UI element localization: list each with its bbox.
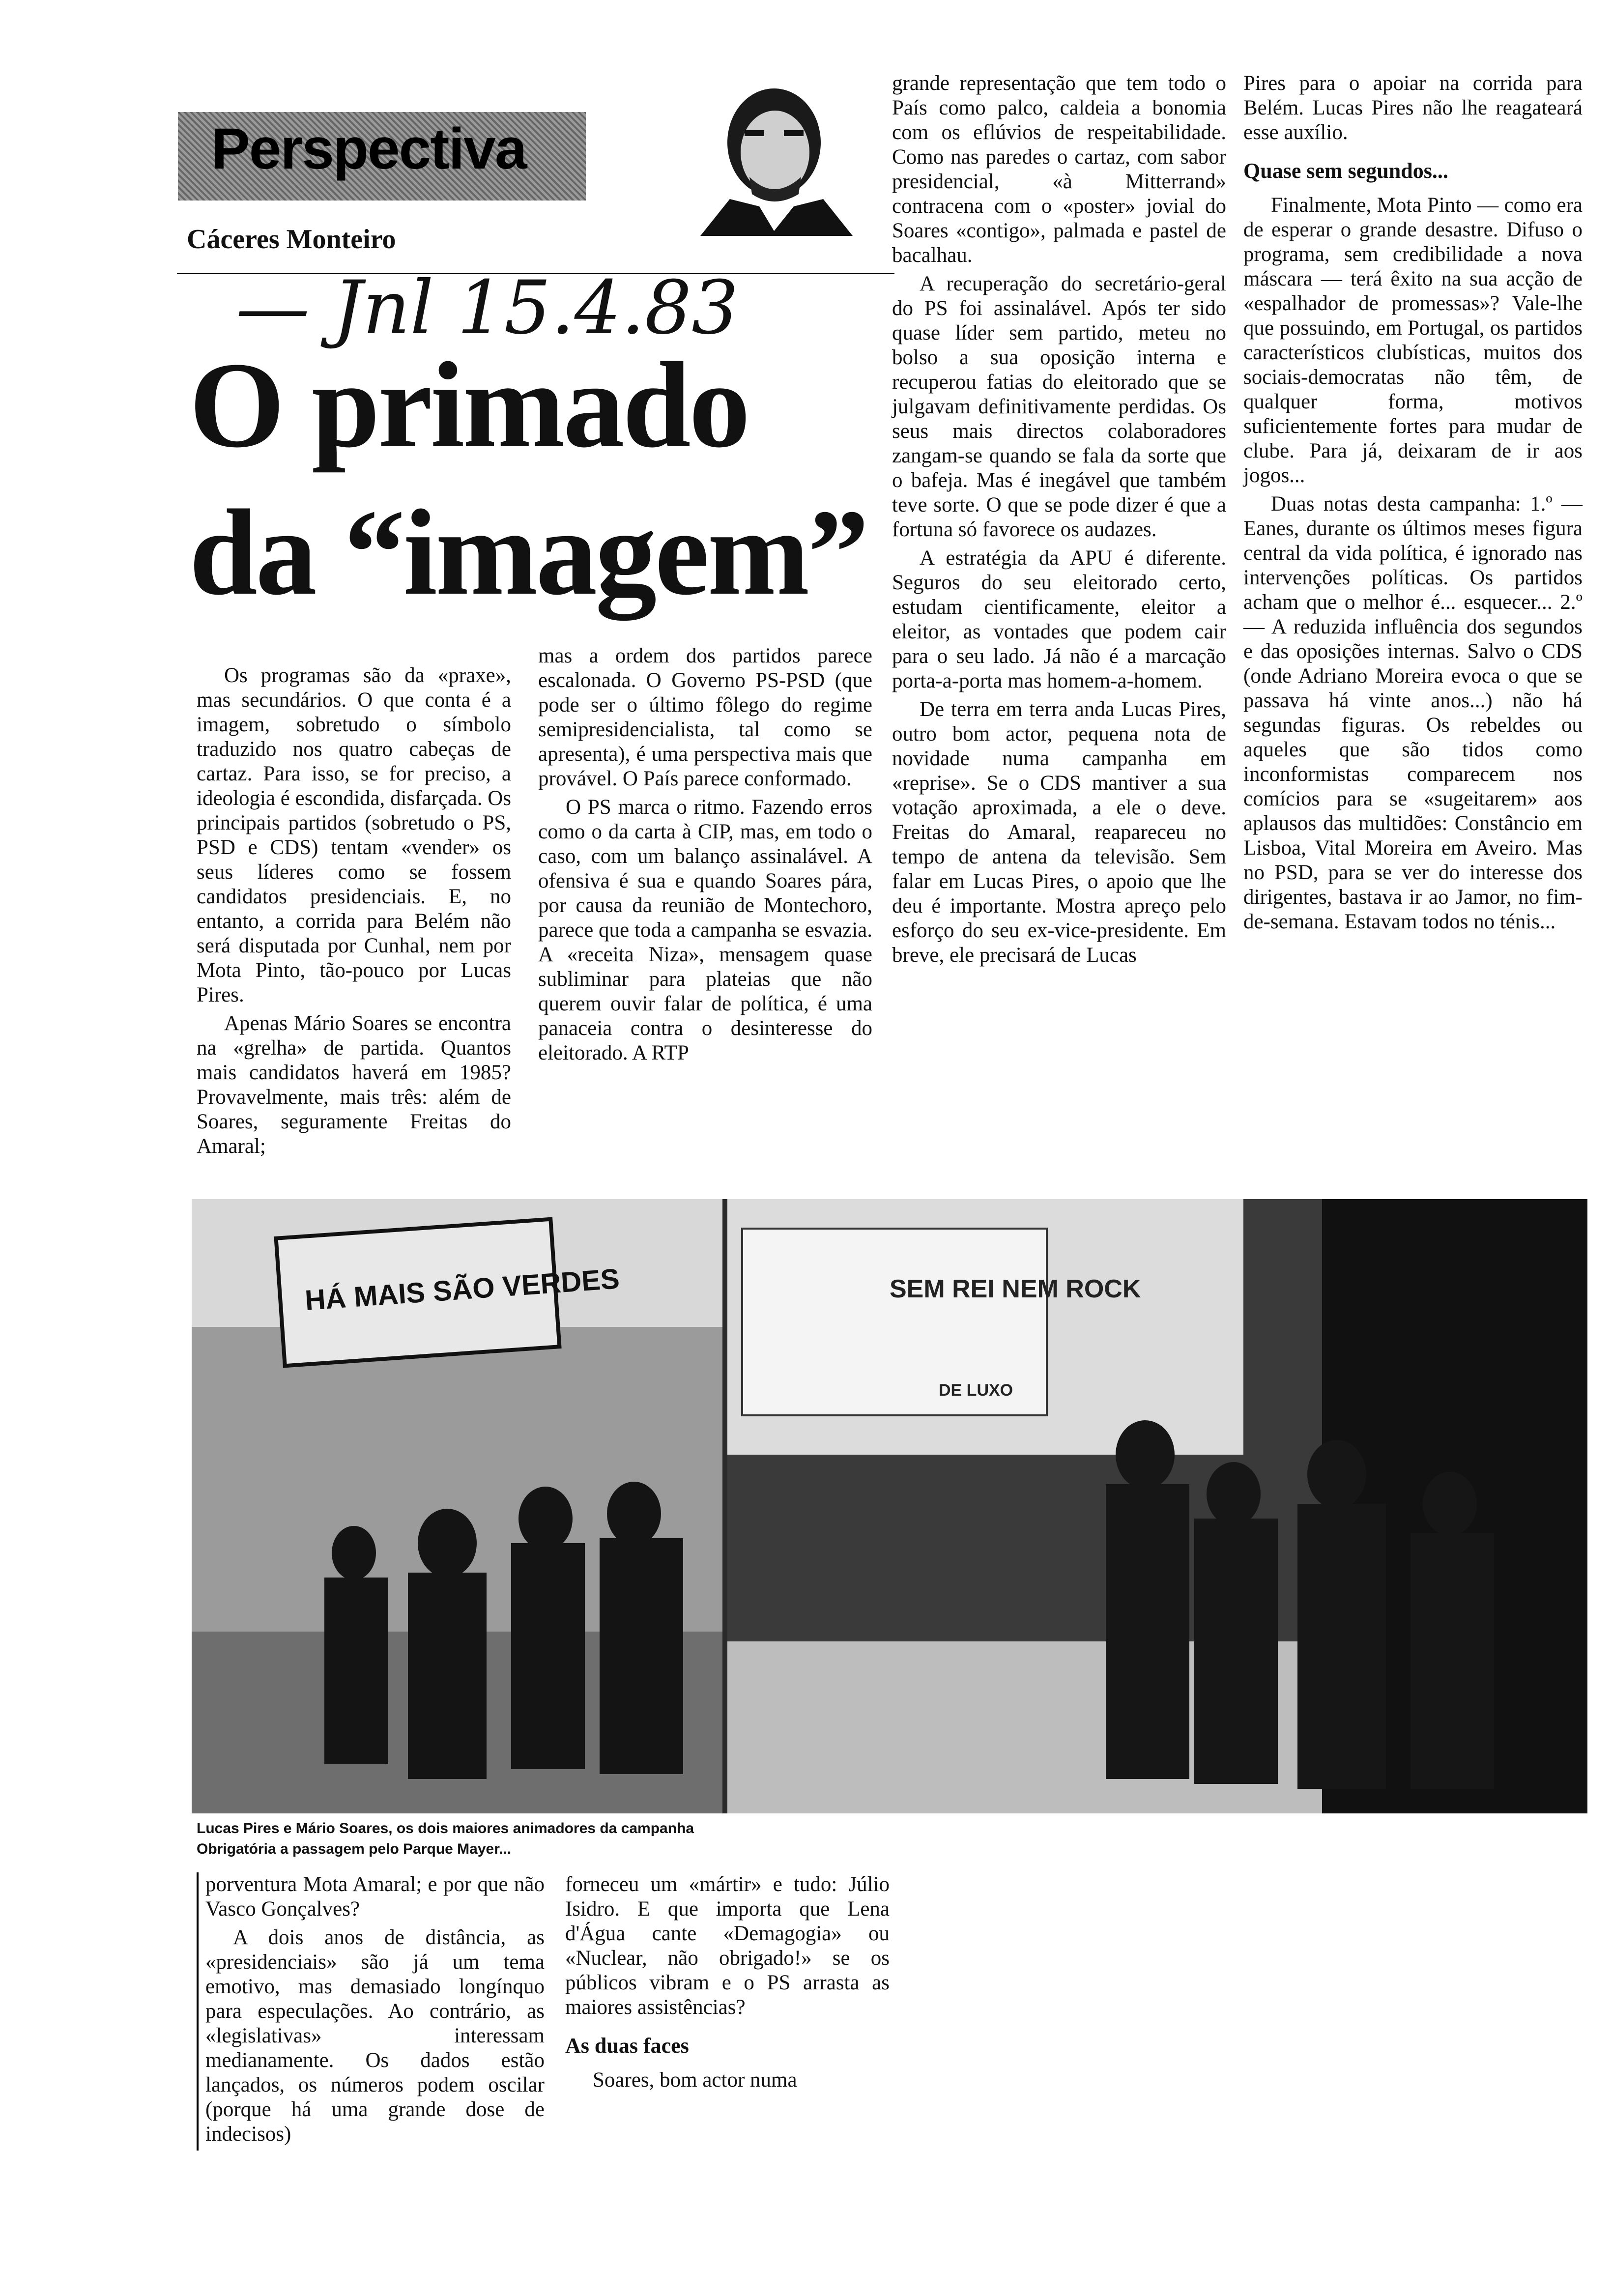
paragraph: Apenas Mário Soares se encontra na «grelha» de partida. Quantos mais candidatos haverá em 1985? Provavelmente, mais três: além de Soares, seguramente Freitas do Amaral;: [197, 1012, 511, 1158]
photo-poster-text: SEM REI NEM ROCK: [890, 1275, 1141, 1303]
photo-caption: [197, 1818, 934, 1860]
campaign-photo: [192, 1199, 1587, 1813]
paragraph: forneceu um «mártir» e tudo: Júlio Isidro. E que importa que Lena d'Água cante «Demagogia» ou «Nuclear, não obrigado!» se os públicos vibram e o PS arrasta as maiores assistências?: [565, 1873, 890, 2019]
paragraph: De terra em terra anda Lucas Pires, outro bom actor, pequena nota de novidade numa campanha em «reprise». Se o CDS mantiver a sua votação aproximada, a ele o deve. Freitas do Amaral, reapareceu no tempo de antena da televisão. Sem falar em Lucas Pires, o apoio que lhe deu é importante. Mostra apreço pelo esforço do seu ex-vice-presidente. Em breve, ele precisará de Lucas: [892, 698, 1226, 967]
column-4: [1243, 71, 1583, 938]
caption-line-2: Obrigatória a passagem pelo Parque Mayer...: [197, 1841, 512, 1857]
paragraph: A dois anos de distância, as «presidenciais» são já um tema emotivo, mas demasiado longínquo para especulações. Ao contrário, as «legislativas» interessam medianamente. Os dados estão lançados, os números podem oscilar (porque há uma grande dose de indecisos): [205, 1926, 545, 2146]
column-1: [197, 663, 511, 1163]
paragraph: O PS marca o ritmo. Fazendo erros como o da carta à CIP, mas, em todo o caso, com um balanço assinalável. A ofensiva é sua e quando Soares pára, por causa da reunião de Montechoro, parece que toda a campanha se esvazia. A «receita Niza», mensagem quase subliminar para plateias que não querem ouvir falar de política, é uma panaceia contra o desinteresse do eleitorado. A RTP: [538, 796, 872, 1064]
author-byline: Cáceres Monteiro: [187, 224, 396, 255]
paragraph: Duas notas desta campanha: 1.º — Eanes, durante os últimos meses figura central da vida política, é ignorado nas intervenções políticas. Os partidos acham que o melhor é... esquecer... 2.º — A reduzida influência dos segundos e das oposições internas. Salvo o CDS (onde Adriano Moreira evoca o que se passava há vinte anos...) não há segundas figuras. Os rebeldes ou aqueles que são tidos como inconformistas comparecem nos comícios para se «sugeitarem» aos aplausos das multidões: Constâncio em Lisboa, Vital Moreira em Aveiro. Mas no PSD, para se ver do interesse dos dirigentes, bastava ir ao Jamor, no fim-de-semana. Estavam todos no ténis...: [1243, 492, 1583, 933]
paragraph: mas a ordem dos partidos parece escalonada. O Governo PS-PSD (que pode ser o último fôlego do regime semipresidencialista, tal como se apresenta), é uma perspectiva mais que provável. O País parece conformado.: [538, 644, 872, 790]
headline-line-1: O primado: [189, 337, 748, 473]
paragraph: A recuperação do secretário-geral do PS foi assinalável. Após ter sido quase líder sem partido, meteu no bolso a sua oposição interna e recuperou fatias do eleitorado que se julgavam definitivamente perdidas. Os seus mais directos colaboradores zangam-se quando se fala da sorte que o bafeja. Mas é inegável que também teve sorte. O que se pode dizer é que a fortuna só favorece os audazes.: [892, 272, 1226, 541]
paragraph: Pires para o apoiar na corrida para Belém. Lucas Pires não lhe reagateará esse auxílio.: [1243, 72, 1583, 144]
caption-line-1: Lucas Pires e Mário Soares, os dois maiores animadores da campanha: [197, 1820, 694, 1837]
subheading: Quase sem segundos...: [1243, 159, 1448, 183]
photo-banner-text: HÁ MAIS SÃO VERDES: [304, 1263, 621, 1317]
paragraph: Soares, bom actor numa: [593, 2068, 797, 2092]
column-3: [892, 71, 1226, 972]
paragraph: porventura Mota Amaral; e por que não Vasco Gonçalves?: [205, 1873, 545, 1921]
photo-poster-small-text: DE LUXO: [939, 1381, 1013, 1400]
author-portrait: [691, 84, 860, 236]
paragraph: Finalmente, Mota Pinto — como era de esperar o grande desastre. Difuso o programa, sem credibilidade a nova máscara — terá êxito na sua acção de «espalhador de promessas»? Vale-lhe que possuindo, em Portugal, os partidos característicos clubísticas, muitos dos sociais-democratas não têm, de qualquer forma, motivos suficientemente fortes para mudar de clube. Para já, deixaram de ir aos jogos...: [1243, 194, 1583, 487]
column-6: [565, 1872, 890, 2096]
column-5: [197, 1872, 545, 2151]
paragraph: Os programas são da «praxe», mas secundários. O que conta é a imagem, sobretudo o símbolo traduzido nos quatro cabeças de cartaz. Para isso, se for preciso, a ideologia é escondida, disfarçada. Os principais partidos (sobretudo o PS, PSD e CDS) tentam «vender» os seus líderes como se fossem candidatos presidenciais. E, no entanto, a corrida para Belém não será disputada por Cunhal, nem por Mota Pinto, tão-pouco por Lucas Pires.: [197, 664, 511, 1006]
paragraph: grande representação que tem todo o País como palco, caldeia a bonomia com os eflúvios de respeitabilidade. Como nas paredes o cartaz, com sabor presidencial, «à Mitterrand» contracena com o «poster» jovial do Soares «contigo», palmada e pastel de bacalhau.: [892, 72, 1226, 267]
subheading: As duas faces: [565, 2034, 689, 2058]
handwritten-date-note: — Jnl 15.4.83: [236, 265, 739, 351]
section-label: Perspectiva: [211, 116, 526, 181]
column-2: [538, 644, 872, 1069]
paragraph: A estratégia da APU é diferente. Seguros do seu eleitorado certo, estudam cientificamente, eleitor a eleitor, as vontades que podem cair para o seu lado. Já não é a marcação porta-a-porta mas homem-a-homem.: [892, 546, 1226, 692]
headline-line-2: da “imagem”: [189, 485, 867, 621]
